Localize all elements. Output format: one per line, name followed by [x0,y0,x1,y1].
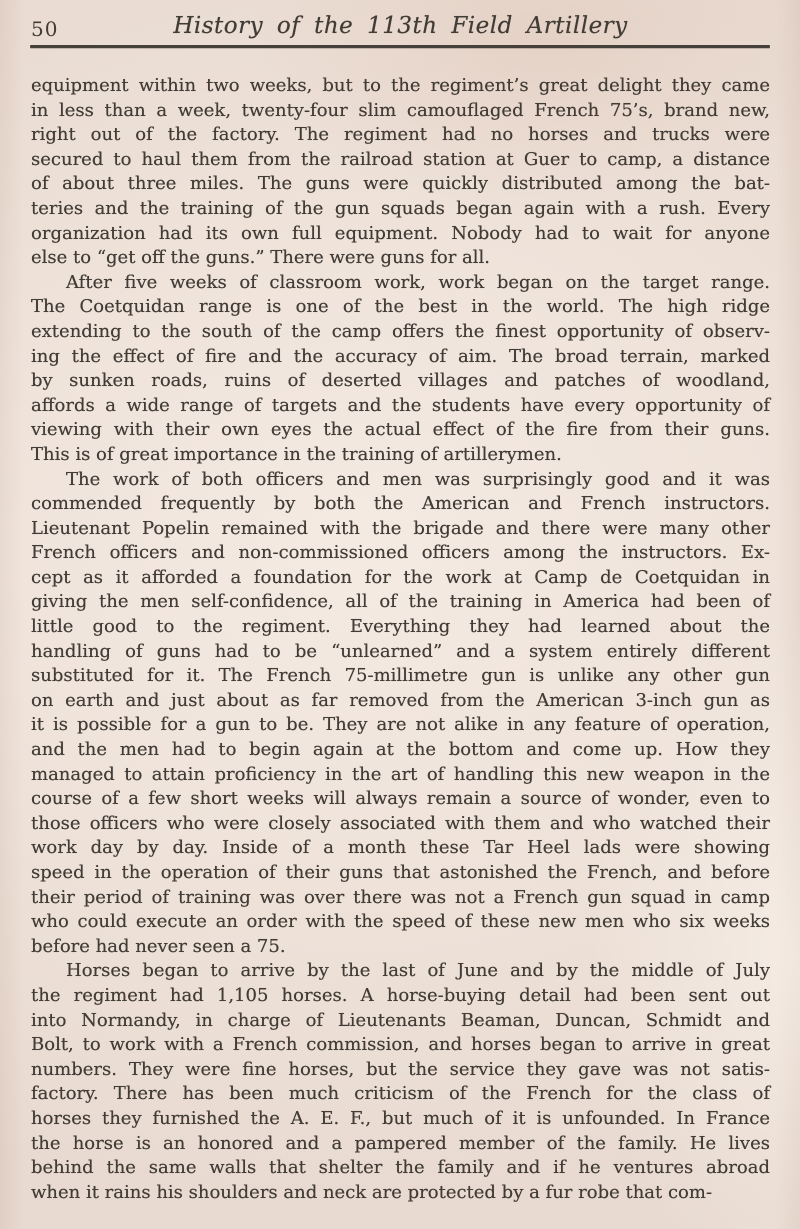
header-rule [30,45,770,48]
text-line: of about three miles. The guns were quickly distributed among the bat- [31,173,770,195]
text-line: before had never seen a 75. [31,935,286,957]
text-line: teries and the training of the gun squads began again with a rush. Every [31,197,770,219]
page-body [31,74,770,1205]
text-line: Bolt, to work with a French commission, and horses began to arrive in great [31,1034,770,1056]
text-line: giving the men self-confidence, all of the training in America had been of [31,591,770,613]
text-line: ing the effect of fire and the accuracy of aim. The broad terrain, marked [31,345,770,367]
text-line: French officers and non-commissioned officers among the instructors. Ex- [31,542,770,564]
paragraph [31,959,770,1205]
text-line: Horses began to arrive by the last of June and by the middle of July [66,960,770,982]
text-line: numbers. They were fine horses, but the service they gave was not satis- [31,1058,770,1080]
text-line: those officers who were closely associated with them and who watched their [31,812,770,834]
text-line: commended frequently by both the American and French instructors. [31,493,770,515]
paragraph [31,271,770,468]
text-line: who could execute an order with the speed of these new men who six weeks [31,911,770,933]
text-line: into Normandy, in charge of Lieutenants Beaman, Duncan, Schmidt and [31,1009,770,1031]
text-line: viewing with their own eyes the actual effect of the fire from their guns. [31,419,770,441]
text-line: on earth and just about as far removed from the American 3-inch gun as [31,689,770,711]
text-line: little good to the regiment. Everything they had learned about the [31,616,770,638]
text-line: handling of guns had to be “unlearned” and a system entirely different [31,640,770,662]
text-line: organization had its own full equipment. Nobody had to wait for anyone [31,222,770,244]
text-line: horses they furnished the A. E. F., but much of it is unfounded. In France [31,1107,770,1129]
text-line: when it rains his shoulders and neck are protected by a fur robe that com- [31,1181,713,1203]
text-line: managed to attain proficiency in the art of handling this new weapon in the [31,763,770,785]
page-number: 50 [31,17,59,41]
text-line: the horse is an honored and a pampered member of the family. He lives [31,1132,770,1154]
text-line: course of a few short weeks will always remain a source of wonder, even to [31,788,770,810]
text-line: their period of training was over there was not a French gun squad in camp [31,886,770,908]
text-line: Lieutenant Popelin remained with the brigade and there were many other [31,517,770,539]
running-header [31,13,770,45]
text-line: equipment within two weeks, but to the regiment’s great delight they came [31,75,770,96]
text-line: extending to the south of the camp offers the finest opportunity of observ- [31,320,770,342]
text-line: cept as it afforded a foundation for the work at Camp de Coetquidan in [31,566,770,588]
text-line: secured to haul them from the railroad station at Guer to camp, a distance [31,148,770,170]
text-line: and the men had to begin again at the bottom and come up. How they [31,739,770,761]
text-line: substituted for it. The French 75-millimetre gun is unlike any other gun [31,665,770,687]
text-line: the regiment had 1,105 horses. A horse-buying detail had been sent out [31,984,770,1006]
running-title: History of the 113th Field Artillery [173,13,628,39]
text-line: The work of both officers and men was surprisingly good and it was [66,468,770,490]
paragraph [31,74,770,271]
text-line: else to “get off the guns.” There were guns for all. [31,247,491,269]
text-line: it is possible for a gun to be. They are not alike in any feature of operation, [31,714,770,736]
text-line: in less than a week, twenty-four slim camouflaged French 75’s, brand new, [31,99,770,121]
text-line: by sunken roads, ruins of deserted villages and patches of woodland, [31,370,770,392]
text-line: speed in the operation of their guns that astonished the French, and before [31,862,770,883]
text-line: work day by day. Inside of a month these Tar Heel lads were showing [31,837,770,859]
text-line: The Coetquidan range is one of the best in the world. The high ridge [31,296,770,318]
text-line: factory. There has been much criticism of the French for the class of [31,1083,770,1105]
text-line: After five weeks of classroom work, work began on the target range. [66,271,770,293]
text-line: This is of great importance in the training of artillerymen. [31,443,562,465]
paragraph [31,468,770,960]
text-line: behind the same walls that shelter the family and if he ventures abroad [31,1157,770,1179]
text-line: affords a wide range of targets and the students have every opportunity of [31,394,770,416]
text-line: right out of the factory. The regiment had no horses and trucks were [31,124,770,146]
